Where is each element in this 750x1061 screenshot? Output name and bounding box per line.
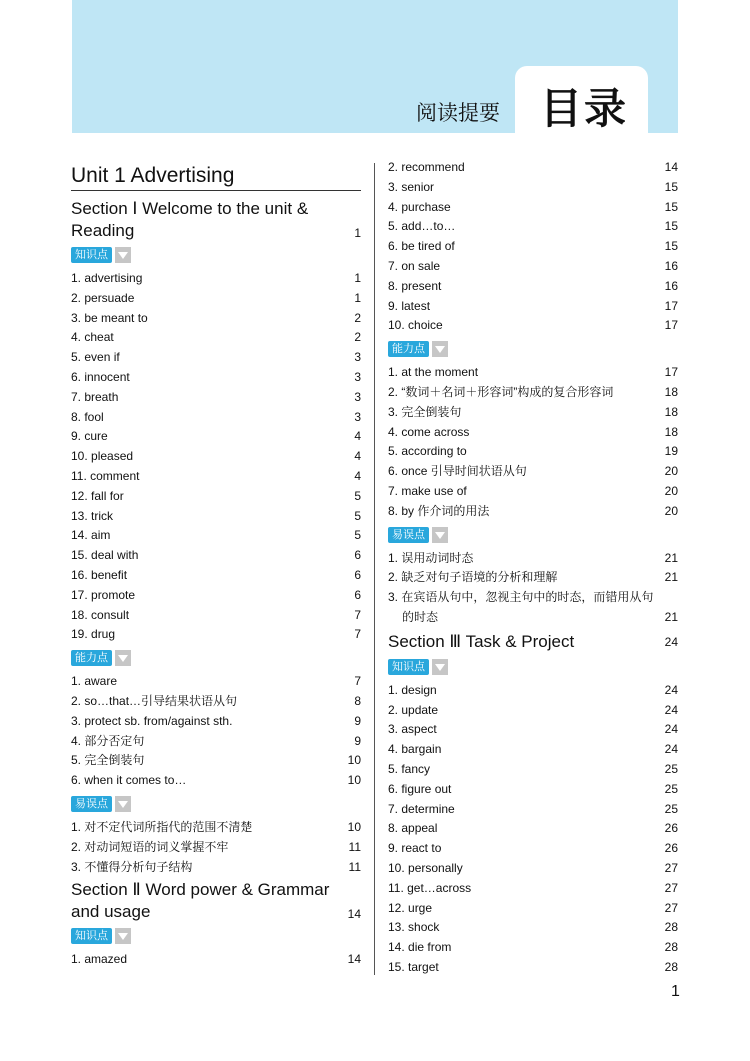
- toc-entry-text: 13. shock: [388, 920, 440, 935]
- toc-entry[interactable]: [71, 427, 361, 447]
- toc-entry-page: 28: [664, 959, 678, 974]
- toc-entry-page: 6: [354, 548, 361, 563]
- toc-entry-text: 8. by 作介词的用法: [388, 503, 490, 518]
- toc-entry-text: 6. be tired of: [388, 239, 455, 254]
- toc-entry-page: 27: [664, 860, 678, 875]
- toc-entry-page: 10: [347, 819, 361, 834]
- toc-entry-text: 5. fancy: [388, 761, 431, 776]
- toc-entry[interactable]: [388, 482, 678, 502]
- triangle-down-icon: [432, 659, 448, 675]
- section-2-title-line2: and usage: [71, 902, 151, 922]
- toc-entry-text: 7. make use of: [388, 483, 467, 498]
- toc-right-column: [388, 158, 678, 978]
- toc-entry-text: 7. determine: [388, 801, 455, 816]
- toc-entry-text: 7. on sale: [388, 258, 441, 273]
- triangle-down-icon: [115, 796, 131, 812]
- toc-entry[interactable]: [388, 217, 678, 237]
- toc-entry[interactable]: [388, 701, 678, 721]
- toc-entry-page: 10: [347, 773, 361, 788]
- toc-entry[interactable]: [388, 549, 678, 569]
- toc-entry-text: 2. 缺乏对句子语境的分析和理解: [388, 570, 558, 585]
- toc-entry-text: 3. senior: [388, 179, 435, 194]
- toc-entry-text: 19. drug: [71, 627, 116, 642]
- toc-entry[interactable]: [388, 839, 678, 859]
- nengli-list-1: [71, 672, 361, 791]
- toc-entry[interactable]: [71, 289, 361, 309]
- zhishi-list-1: [71, 269, 361, 645]
- toc-entry[interactable]: [388, 819, 678, 839]
- badge-label: 知识点: [388, 659, 429, 675]
- toc-entry[interactable]: [388, 297, 678, 317]
- toc-entry-page: 3: [354, 369, 361, 384]
- toc-entry[interactable]: [71, 858, 361, 878]
- toc-entry-page: 19: [664, 444, 678, 459]
- toc-entry-text: 3. 不懂得分析句子结构: [71, 859, 193, 874]
- toc-entry-text: 1. advertising: [71, 271, 143, 285]
- toc-entry-page: 11: [348, 839, 361, 854]
- section-1-page: 1: [354, 226, 361, 240]
- section-3-heading[interactable]: [388, 630, 678, 654]
- toc-entry-text: 1. 对不定代词所指代的范围不清楚: [71, 819, 253, 834]
- badge-label: 能力点: [388, 341, 429, 357]
- toc-entry[interactable]: [388, 720, 678, 740]
- toc-entry-page: 20: [664, 483, 678, 498]
- toc-entry-page: 2: [354, 310, 361, 325]
- unit-title: Unit 1 Advertising: [71, 162, 361, 191]
- toc-entry-page: 10: [347, 753, 361, 768]
- toc-entry-text: 1. at the moment: [388, 365, 479, 380]
- toc-entry-text: 3. 完全倒装句: [388, 404, 462, 419]
- toc-entry[interactable]: [71, 388, 361, 408]
- toc-entry-text: 4. bargain: [388, 742, 442, 757]
- badge-label: 知识点: [71, 928, 112, 944]
- toc-entry-page: 28: [664, 920, 678, 935]
- toc-entry-text: 1. 误用动词时态: [388, 550, 474, 565]
- toc-entry-text: 6. figure out: [388, 781, 452, 796]
- toc-entry-text: 11. comment: [71, 468, 140, 483]
- toc-entry-page: 15: [664, 219, 678, 234]
- section-1-heading[interactable]: [71, 198, 361, 242]
- toc-entry[interactable]: [388, 859, 678, 879]
- toc-entry-text: 2. so…that…引导结果状语从句: [71, 693, 238, 708]
- toc-entry[interactable]: [71, 348, 361, 368]
- toc-entry-page: 26: [664, 841, 678, 856]
- toc-entry-text: 5. add…to…: [388, 219, 456, 234]
- toc-entry[interactable]: [71, 328, 361, 348]
- toc-entry[interactable]: [71, 467, 361, 487]
- toc-entry-text: 9. latest: [388, 298, 431, 313]
- toc-entry[interactable]: [71, 950, 361, 970]
- toc-entry-text: 17. promote: [71, 587, 136, 602]
- toc-entry-text: 16. benefit: [71, 567, 128, 582]
- toc-entry-text: 10. pleased: [71, 449, 134, 464]
- toc-entry-page: 5: [354, 528, 361, 543]
- toc-entry[interactable]: [388, 879, 678, 899]
- section-1-title-line1: Section Ⅰ Welcome to the unit &: [71, 199, 309, 218]
- toc-entry[interactable]: [71, 692, 361, 712]
- toc-entry-page: 25: [664, 761, 678, 776]
- zhishi-list-2-cont: [388, 158, 678, 336]
- toc-entry-text: 5. even if: [71, 350, 120, 365]
- toc-entry-page: 25: [664, 781, 678, 796]
- toc-entry-page: 9: [354, 713, 361, 728]
- toc-entry-page: 4: [354, 468, 361, 483]
- toc-entry-page: 15: [664, 239, 678, 254]
- toc-entry-page: 18: [664, 424, 678, 439]
- toc-entry-text: 2. update: [388, 702, 439, 717]
- toc-entry-page: 21: [664, 570, 678, 585]
- toc-entry-page: 20: [664, 503, 678, 518]
- triangle-down-icon: [115, 928, 131, 944]
- toc-entry-text: 6. innocent: [71, 369, 130, 384]
- toc-entry-text: 2. persuade: [71, 290, 135, 305]
- page-number: 1: [671, 983, 680, 1000]
- toc-entry[interactable]: [71, 732, 361, 752]
- toc-entry[interactable]: [71, 526, 361, 546]
- toc-entry-page: 6: [354, 587, 361, 602]
- toc-entry-text: 4. 部分否定句: [71, 733, 145, 748]
- toc-entry-text: 12. fall for: [71, 488, 124, 503]
- toc-entry[interactable]: [388, 462, 678, 482]
- toc-entry[interactable]: [388, 198, 678, 218]
- toc-entry[interactable]: [71, 712, 361, 732]
- badge-zhishi: [71, 927, 361, 945]
- toc-entry-page: 4: [354, 449, 361, 464]
- toc-entry[interactable]: [71, 838, 361, 858]
- triangle-down-icon: [115, 650, 131, 666]
- toc-entry[interactable]: [71, 546, 361, 566]
- triangle-down-icon: [115, 247, 131, 263]
- section-2-page: 14: [347, 907, 361, 922]
- yiwu-list-1: [71, 818, 361, 877]
- yiwu-list-2: [388, 549, 678, 589]
- toc-entry-text: 5. according to: [388, 444, 467, 459]
- toc-entry[interactable]: [71, 507, 361, 527]
- toc-entry[interactable]: [71, 771, 361, 791]
- toc-entry-text: 5. 完全倒装句: [71, 753, 145, 768]
- toc-entry-text: 9. cure: [71, 429, 108, 444]
- toc-entry-page: 17: [664, 298, 678, 313]
- toc-entry[interactable]: [388, 158, 678, 178]
- toc-entry[interactable]: [388, 423, 678, 443]
- toc-entry[interactable]: [71, 368, 361, 388]
- toc-entry[interactable]: [388, 178, 678, 198]
- toc-entry-page: 18: [664, 404, 678, 419]
- toc-entry-text: 3. be meant to: [71, 310, 148, 325]
- badge-zhishi: [388, 658, 678, 676]
- toc-entry-page: 25: [664, 801, 678, 816]
- toc-entry-text-line1: 3. 在宾语从句中，忽视主句中的时态，而错用从句: [388, 590, 654, 605]
- toc-entry[interactable]: [388, 899, 678, 919]
- toc-entry-text: 1. amazed: [71, 952, 128, 967]
- toc-entry-text: 6. when it comes to…: [71, 773, 187, 788]
- toc-entry[interactable]: [388, 502, 678, 522]
- toc-entry[interactable]: [388, 918, 678, 938]
- toc-entry-text: 3. aspect: [388, 722, 437, 737]
- toc-entry-page: 16: [664, 278, 678, 293]
- toc-entry-page: 15: [664, 199, 678, 214]
- toc-entry-text: 8. appeal: [388, 821, 438, 836]
- toc-entry[interactable]: [71, 818, 361, 838]
- toc-entry-text: 14. die from: [388, 940, 452, 955]
- toc-entry[interactable]: [71, 625, 361, 645]
- toc-entry[interactable]: [388, 237, 678, 257]
- toc-entry-text: 10. personally: [388, 860, 463, 875]
- toc-entry-page: 1: [354, 290, 361, 305]
- badge-nengli: [71, 649, 361, 667]
- toc-entry-text: 11. get…across: [388, 880, 472, 895]
- toc-entry-page: 14: [347, 952, 361, 967]
- toc-entry-page: 8: [354, 693, 361, 708]
- toc-entry[interactable]: [388, 760, 678, 780]
- toc-entry-page: 9: [354, 733, 361, 748]
- toc-entry[interactable]: [388, 681, 678, 701]
- toc-entry-page: 7: [354, 627, 361, 642]
- toc-entry[interactable]: [71, 309, 361, 329]
- zhishi-list-3: [388, 681, 678, 978]
- toc-entry[interactable]: [388, 403, 678, 423]
- badge-nengli: [388, 340, 678, 358]
- toc-entry-text: 8. present: [388, 278, 442, 293]
- badge-label: 易误点: [71, 796, 112, 812]
- nengli-list-2: [388, 363, 678, 521]
- header-subtitle: 阅读提要: [416, 102, 500, 125]
- badge-label: 知识点: [71, 247, 112, 263]
- toc-entry-text: 1. design: [388, 682, 437, 697]
- toc-entry[interactable]: [388, 740, 678, 760]
- toc-entry[interactable]: [388, 568, 678, 588]
- toc-entry[interactable]: [388, 383, 678, 403]
- toc-entry-page: 7: [354, 674, 361, 689]
- toc-entry[interactable]: [71, 751, 361, 771]
- toc-entry[interactable]: [71, 269, 361, 289]
- toc-entry-text: 9. react to: [388, 841, 442, 856]
- page-title: 目录: [540, 84, 629, 133]
- badge-label: 能力点: [71, 650, 112, 666]
- toc-entry-page: 28: [664, 940, 678, 955]
- section-2-heading[interactable]: [71, 879, 361, 923]
- toc-entry-text: 2. “数词＋名词＋形容词”构成的复合形容词: [388, 384, 614, 399]
- toc-entry[interactable]: [388, 257, 678, 277]
- toc-entry-text: 7. breath: [71, 389, 119, 404]
- toc-entry-page: 24: [664, 702, 678, 717]
- toc-entry-page: 14: [664, 160, 678, 174]
- toc-entry-text: 10. choice: [388, 318, 443, 333]
- toc-entry-page: 2: [354, 330, 361, 345]
- toc-entry-page: 17: [664, 365, 678, 380]
- toc-entry[interactable]: [71, 487, 361, 507]
- section-3-title: Section Ⅲ Task & Project: [388, 631, 575, 651]
- toc-entry-text: 1. aware: [71, 674, 118, 689]
- badge-zhishi: [71, 246, 361, 264]
- toc-entry-text: 4. come across: [388, 424, 470, 439]
- toc-entry-text: 18. consult: [71, 607, 130, 622]
- toc-entry-text: 4. cheat: [71, 330, 114, 345]
- toc-entry-page: 18: [664, 384, 678, 399]
- toc-entry-page: 21: [664, 550, 678, 565]
- toc-entry[interactable]: [388, 363, 678, 383]
- toc-entry-page: 26: [664, 821, 678, 836]
- toc-entry-page: 4: [354, 429, 361, 444]
- toc-entry-text: 15. deal with: [71, 548, 139, 563]
- toc-entry[interactable]: [71, 586, 361, 606]
- toc-entry-text: 14. aim: [71, 528, 111, 543]
- toc-entry-page: 20: [664, 464, 678, 479]
- toc-entry-text: 8. fool: [71, 409, 104, 424]
- toc-entry[interactable]: [388, 938, 678, 958]
- section-3-page: 24: [664, 634, 678, 649]
- toc-entry[interactable]: [388, 800, 678, 820]
- toc-entry[interactable]: [388, 588, 678, 628]
- toc-entry-page: 27: [664, 900, 678, 915]
- triangle-down-icon: [432, 341, 448, 357]
- toc-entry[interactable]: [71, 447, 361, 467]
- toc-entry-page: 3: [354, 409, 361, 424]
- toc-entry-page: 24: [664, 742, 678, 757]
- toc-entry[interactable]: [71, 606, 361, 626]
- toc-entry-page: 24: [664, 682, 678, 697]
- toc-entry-text: 15. target: [388, 959, 439, 974]
- toc-entry-page: 21: [664, 609, 678, 624]
- toc-entry[interactable]: [71, 408, 361, 428]
- toc-entry-text: 2. recommend: [388, 160, 465, 174]
- badge-yiwu: [388, 526, 678, 544]
- toc-entry-page: 5: [354, 508, 361, 523]
- toc-entry-page: 16: [664, 258, 678, 273]
- toc-entry-text: 2. 对动词短语的词义掌握不牢: [71, 839, 229, 854]
- section-1-title-line2: Reading: [71, 221, 135, 240]
- toc-entry-page: 3: [354, 389, 361, 404]
- toc-entry-page: 1: [354, 271, 361, 285]
- toc-entry-text: 12. urge: [388, 900, 433, 915]
- toc-entry[interactable]: [388, 780, 678, 800]
- toc-entry-text: 3. protect sb. from/against sth.: [71, 713, 233, 728]
- toc-entry-page: 15: [664, 179, 678, 194]
- toc-entry[interactable]: [388, 277, 678, 297]
- toc-entry-text: 4. purchase: [388, 199, 451, 214]
- toc-entry-page: 3: [354, 350, 361, 365]
- badge-label: 易误点: [388, 527, 429, 543]
- toc-entry-page: 27: [664, 880, 678, 895]
- toc-entry-text: 6. once 引导时间状语从句: [388, 464, 527, 479]
- toc-entry[interactable]: [388, 442, 678, 462]
- zhishi-list-2: [71, 950, 361, 970]
- toc-entry-page: 5: [354, 488, 361, 503]
- toc-entry[interactable]: [388, 958, 678, 978]
- toc-left-column: [71, 162, 361, 970]
- toc-entry[interactable]: [71, 566, 361, 586]
- toc-entry-text-line2: 的时态: [402, 609, 439, 624]
- toc-entry-page: 11: [348, 859, 361, 874]
- toc-entry-text: 13. trick: [71, 508, 114, 523]
- toc-entry-page: 24: [664, 722, 678, 737]
- toc-entry-page: 17: [664, 318, 678, 333]
- toc-entry[interactable]: [388, 316, 678, 336]
- toc-entry[interactable]: [71, 672, 361, 692]
- badge-yiwu: [71, 795, 361, 813]
- toc-entry-page: 7: [354, 607, 361, 622]
- triangle-down-icon: [432, 527, 448, 543]
- toc-entry-page: 6: [354, 567, 361, 582]
- column-divider: [374, 163, 375, 975]
- section-2-title-line1: Section Ⅱ Word power & Grammar: [71, 880, 330, 900]
